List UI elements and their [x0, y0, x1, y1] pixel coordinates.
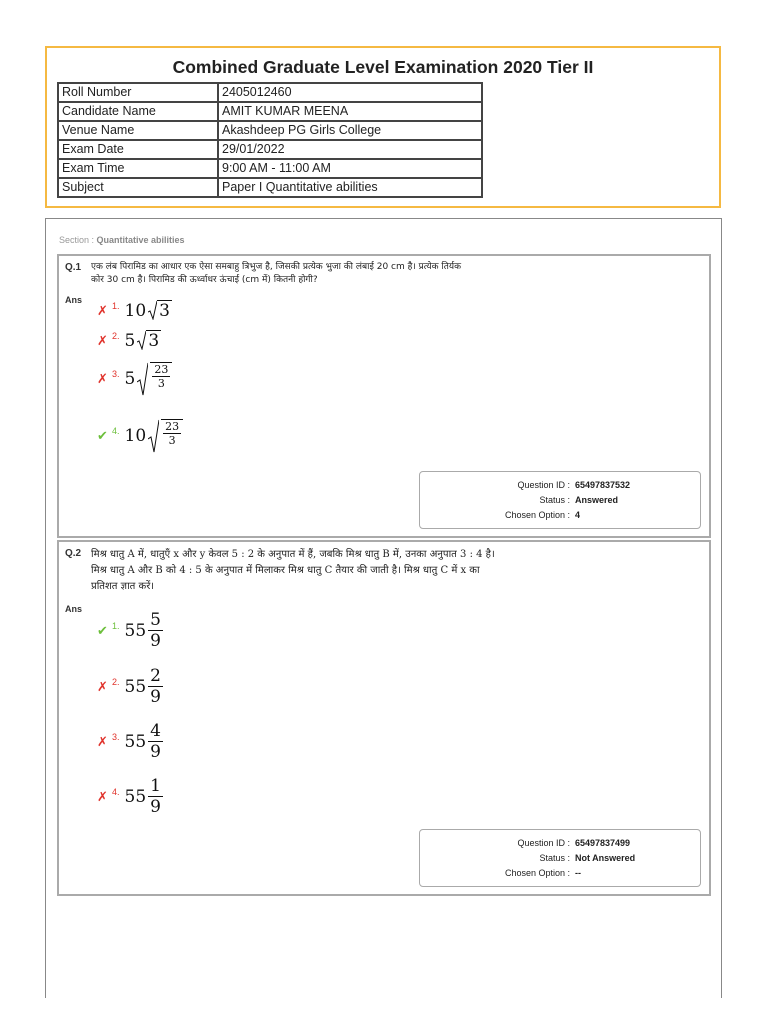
option-number: 3.	[112, 369, 120, 379]
info-label: Roll Number	[58, 83, 218, 102]
cross-icon: ✗	[97, 733, 108, 749]
chosen-option-value: 4	[575, 510, 581, 520]
cross-icon: ✗	[97, 302, 108, 318]
info-label: Venue Name	[58, 121, 218, 140]
option-3	[97, 721, 163, 762]
status-label: Status :	[539, 853, 570, 863]
info-value: Akashdeep PG Girls College	[218, 121, 482, 140]
chosen-option-label: Chosen Option :	[504, 510, 570, 520]
question-id-label: Question ID :	[517, 838, 570, 848]
option-number: 2.	[112, 676, 120, 687]
info-value: Paper I Quantitative abilities	[218, 178, 482, 197]
table-row	[58, 140, 482, 159]
radical-icon	[148, 419, 159, 453]
answer-label: Ans	[65, 295, 83, 305]
chosen-option-value: --	[575, 868, 581, 878]
info-value: 9:00 AM - 11:00 AM	[218, 159, 482, 178]
option-expression: 10 3	[124, 300, 170, 321]
table-row	[58, 159, 482, 178]
exam-title: Combined Graduate Level Examination 2020 Tier II	[172, 57, 594, 77]
chosen-option-label: Chosen Option :	[504, 868, 570, 878]
option-2	[97, 666, 163, 707]
option-number: 2.	[112, 330, 120, 341]
check-icon: ✔	[97, 622, 108, 638]
section-name: Quantitative abilities	[96, 235, 185, 245]
question-meta-box	[419, 471, 701, 529]
info-value: 2405012460	[218, 83, 482, 102]
status-value: Answered	[575, 495, 619, 505]
question-id-value: 65497837499	[575, 838, 631, 848]
option-number: 3.	[112, 731, 120, 742]
radical-icon	[137, 330, 146, 350]
status-value: Not Answered	[575, 853, 636, 863]
option-4	[97, 419, 183, 453]
table-row	[58, 121, 482, 140]
check-icon: ✔	[97, 428, 108, 443]
option-expression: 55 $\frac{1}{9}$	[124, 776, 161, 817]
cross-icon: ✗	[97, 788, 108, 804]
status-label: Status :	[539, 495, 570, 505]
question-number: Q.2	[65, 548, 82, 559]
option-expression: 5 3	[124, 330, 160, 351]
section-label: Section : Quantitative abilities	[59, 235, 185, 245]
radical-icon	[148, 300, 157, 320]
response-sheet	[45, 218, 722, 998]
option-number: 4.	[112, 786, 120, 797]
option-expression: 10 $\frac{23}{3}$	[125, 419, 184, 453]
candidate-header	[45, 46, 721, 208]
question-text: एक लंब पिरामिड का आधार एक ऐसा समबाहु त्रिभुज है, जिसकी प्रत्येक भुजा की लंबाई 20 cm है। प्रत्येक तिर्यक कोर 30 cm है। पिरामिड की ऊर्ध्वाधर ऊंचाई (cm में) कितनी होगी?	[91, 262, 461, 285]
info-label: Exam Date	[58, 140, 218, 159]
question-id-value: 65497837532	[575, 480, 631, 490]
candidate-info-table	[57, 82, 483, 198]
info-value: AMIT KUMAR MEENA	[218, 102, 482, 121]
option-number: 4.	[112, 426, 120, 436]
table-row	[58, 178, 482, 197]
table-row	[58, 83, 482, 102]
question-meta-box	[419, 829, 701, 887]
option-4	[97, 776, 163, 817]
option-expression: 55 $\frac{5}{9}$	[124, 610, 161, 651]
info-value: 29/01/2022	[218, 140, 482, 159]
question-number: Q.1	[65, 262, 82, 273]
cross-icon: ✗	[97, 332, 108, 348]
option-number: 1.	[112, 300, 120, 311]
cross-icon: ✗	[97, 371, 108, 386]
option-2	[97, 330, 161, 351]
answer-label: Ans	[65, 604, 83, 614]
question-card-2	[57, 540, 711, 896]
question-id-label: Question ID :	[517, 480, 570, 490]
radical-icon	[137, 362, 148, 396]
option-expression: 55 $\frac{4}{9}$	[124, 721, 161, 762]
question-card-1	[57, 254, 711, 538]
option-1	[97, 610, 163, 651]
option-1	[97, 300, 172, 321]
option-3	[97, 362, 172, 396]
info-label: Subject	[58, 178, 218, 197]
option-expression: 55 $\frac{2}{9}$	[124, 666, 161, 707]
info-label: Candidate Name	[58, 102, 218, 121]
table-row	[58, 102, 482, 121]
option-expression: 5 $\frac{23}{3}$	[125, 362, 173, 396]
cross-icon: ✗	[97, 678, 108, 694]
question-text: मिश्र धातु A में, धातुएँ x और y केवल 5 : 2 के अनुपात में हैं, जबकि मिश्र धातु B में, उनका अनुपात 3 : 4 है। मिश्र धातु A और B को 4 : 5 के अनुपात में मिलाकर मिश्र धातु C तैयार की जाती है। मिश्र धातु C में x का प्रतिशत ज्ञात करें।	[91, 549, 495, 592]
info-label: Exam Time	[58, 159, 218, 178]
option-number: 1.	[112, 620, 120, 631]
